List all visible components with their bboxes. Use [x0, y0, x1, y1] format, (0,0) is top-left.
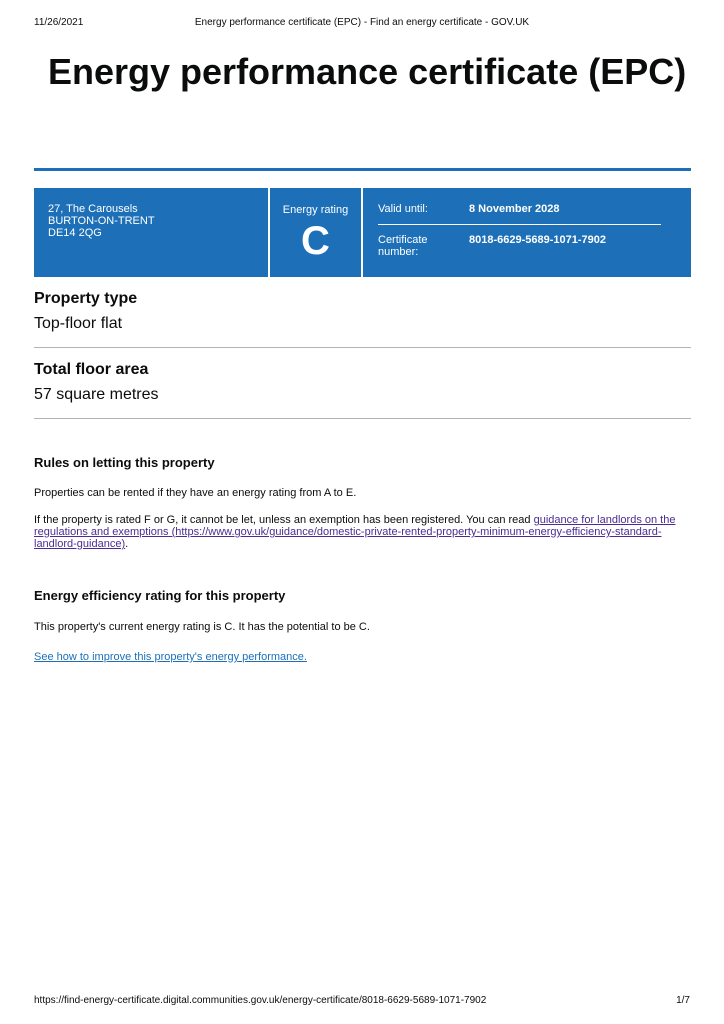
- certificate-summary-banner: [34, 188, 691, 277]
- letting-rules-text: If the property is rated F or G, it cannot be let, unless an exemption has been registered. You can read: [34, 514, 534, 526]
- letting-rules-paragraph-2: [34, 514, 694, 550]
- landlord-guidance-link-text[interactable]: guidance for landlords on the regulations and exemptions: [34, 514, 676, 538]
- page-number: 1/7: [676, 995, 690, 1006]
- banner-divider: [361, 188, 363, 277]
- letting-rules-heading: Rules on letting this property: [34, 455, 215, 470]
- energy-rating-box: [270, 188, 361, 277]
- address-line-3: DE14 2QG: [48, 227, 102, 239]
- certificate-number-value: 8018-6629-5689-1071-7902: [469, 234, 607, 246]
- property-type-value: Top-floor flat: [34, 315, 123, 332]
- print-date: 11/26/2021: [34, 17, 84, 28]
- print-url: https://find-energy-certificate.digital.communities.gov.uk/energy-certificate/8018-6629-5689-1071-7902: [34, 995, 487, 1006]
- section-divider: [34, 418, 691, 419]
- letting-rules-paragraph-1: Properties can be rented if they have an energy rating from A to E.: [34, 487, 357, 499]
- landlord-guidance-link-url[interactable]: (https://www.gov.uk/guidance/domestic-private-rented-property-minimum-energy-efficiency-standard-landlord-guidance): [34, 526, 662, 550]
- energy-rating-band: C: [301, 219, 330, 263]
- improve-performance-link[interactable]: See how to improve this property's energy performance.: [34, 651, 307, 663]
- efficiency-rating-heading: Energy efficiency rating for this property: [34, 588, 286, 603]
- address-line-2: BURTON-ON-TRENT: [48, 215, 155, 227]
- print-header: [34, 17, 690, 31]
- section-divider: [34, 347, 691, 348]
- address-line-1: 27, The Carousels: [48, 203, 138, 215]
- certificate-number-label: Certificate number:: [378, 234, 428, 258]
- print-page-title: Energy performance certificate (EPC) - Find an energy certificate - GOV.UK: [194, 17, 530, 28]
- letting-rules-end: .: [125, 538, 129, 550]
- banner-meta-divider: [378, 224, 661, 225]
- title-divider: [34, 168, 691, 171]
- property-address: [48, 203, 258, 239]
- floor-area-value: 57 square metres: [34, 386, 159, 403]
- print-footer: [34, 995, 690, 1009]
- improve-performance-paragraph: [34, 651, 694, 663]
- floor-area-heading: Total floor area: [34, 361, 149, 378]
- energy-rating-label: Energy rating: [282, 204, 349, 216]
- page-title: Energy performance certificate (EPC): [48, 51, 687, 92]
- property-type-heading: Property type: [34, 290, 138, 307]
- valid-until-value: 8 November 2028: [469, 203, 560, 215]
- valid-until-label: Valid until:: [378, 203, 428, 215]
- efficiency-rating-paragraph: This property's current energy rating is C. It has the potential to be C.: [34, 621, 370, 633]
